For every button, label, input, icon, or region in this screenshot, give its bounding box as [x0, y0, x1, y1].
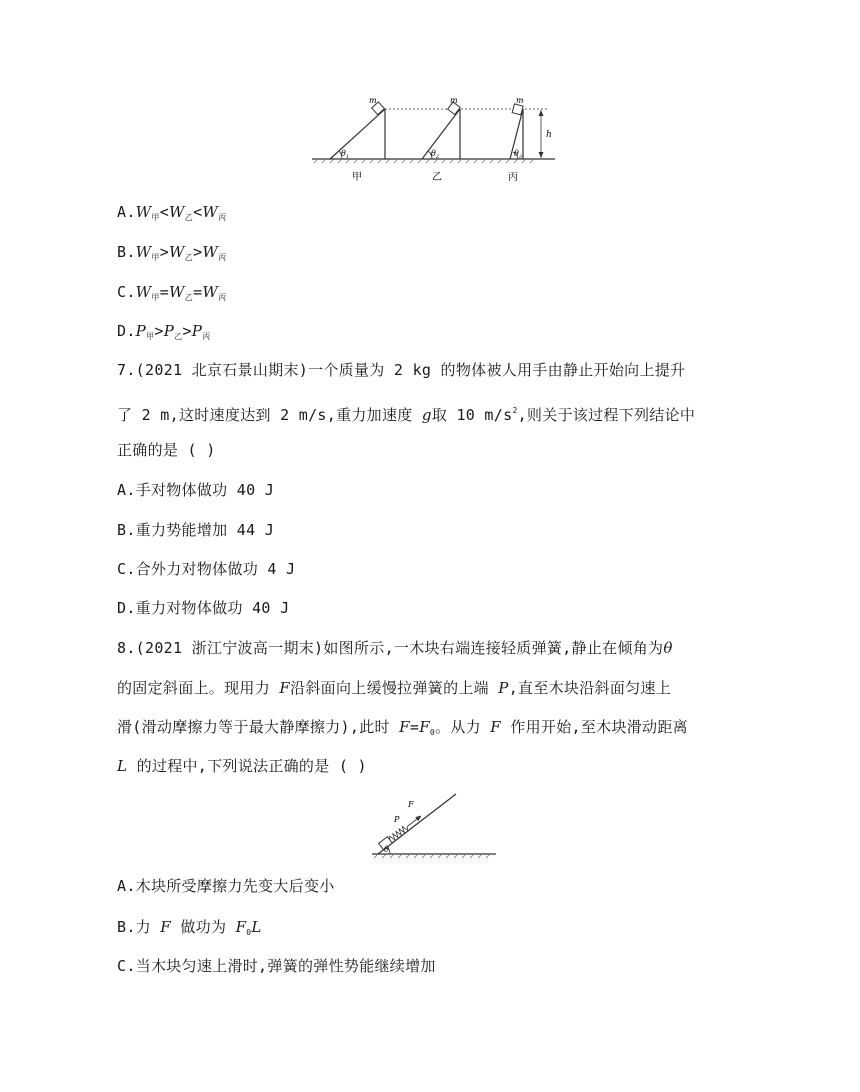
q8-stem-line-2: 的固定斜面上。现用力 F沿斜面向上缓慢拉弹簧的上端 P,直至木块沿斜面匀速上	[117, 679, 672, 697]
incline-figure-1	[310, 92, 560, 187]
q8-option-b: B.力 F 做功为 $F_0L$	[117, 918, 262, 937]
angle-label-3: $\theta_3$	[514, 149, 523, 160]
q6-option-d: $D.P_甲>P_乙>P_丙$	[117, 322, 211, 341]
q6-option-a: $A.W_甲<W_乙<W_丙$	[117, 203, 227, 222]
mass-label-1: m	[369, 96, 377, 105]
mass-label-2: m	[450, 96, 458, 105]
label-p: P	[394, 815, 400, 824]
caption-yi: 乙	[432, 172, 442, 183]
label-theta: θ	[384, 845, 389, 854]
angle-label-1: $\theta_1$	[341, 149, 350, 160]
q7-stem-line-1: 7.(2021 北京石景山期末)一个质量为 2 kg 的物体被人用手由静止开始向上提升	[117, 361, 686, 379]
q6-option-c: $C.W_甲=W_乙=W_丙$	[117, 283, 227, 302]
height-label: h	[546, 130, 552, 140]
q7-option-d: D.重力对物体做功 40 J	[117, 599, 290, 617]
q8-stem-line-1: 8.(2021 浙江宁波高一期末)如图所示,一木块右端连接轻质弹簧,静止在倾角为θ	[117, 639, 673, 657]
mass-label-3: m	[516, 96, 524, 105]
q7-option-b: B.重力势能增加 44 J	[117, 521, 275, 539]
q8-stem-line-4: L 的过程中,下列说法正确的是 ( )	[117, 757, 367, 775]
q7-stem-line-2: 了 2 m,这时速度达到 2 m/s,重力加速度 g取 10 $m/s^2$,则关于该过程下列结论中	[117, 406, 696, 424]
q6-option-b: $B.W_甲>W_乙>W_丙$	[117, 243, 227, 262]
q8-option-c: C.当木块匀速上滑时,弹簧的弹性势能继续增加	[117, 957, 436, 975]
q8-stem-line-3: 滑(滑动摩擦力等于最大静摩擦力),此时 $F=F_0$。从力 F 作用开始,至木块滑动距离	[117, 718, 688, 737]
caption-bing: 丙	[508, 172, 518, 183]
q7-option-a: A.手对物体做功 40 J	[117, 481, 275, 499]
caption-jia: 甲	[352, 172, 362, 183]
q7-stem-line-3: 正确的是 ( )	[117, 441, 216, 459]
q7-option-c: C.合外力对物体做功 4 J	[117, 560, 296, 578]
angle-label-2: $\theta_2$	[431, 149, 440, 160]
q8-option-a: A.木块所受摩擦力先变大后变小	[117, 877, 335, 895]
label-f: F	[408, 800, 414, 809]
incline-spring-figure	[364, 790, 499, 862]
